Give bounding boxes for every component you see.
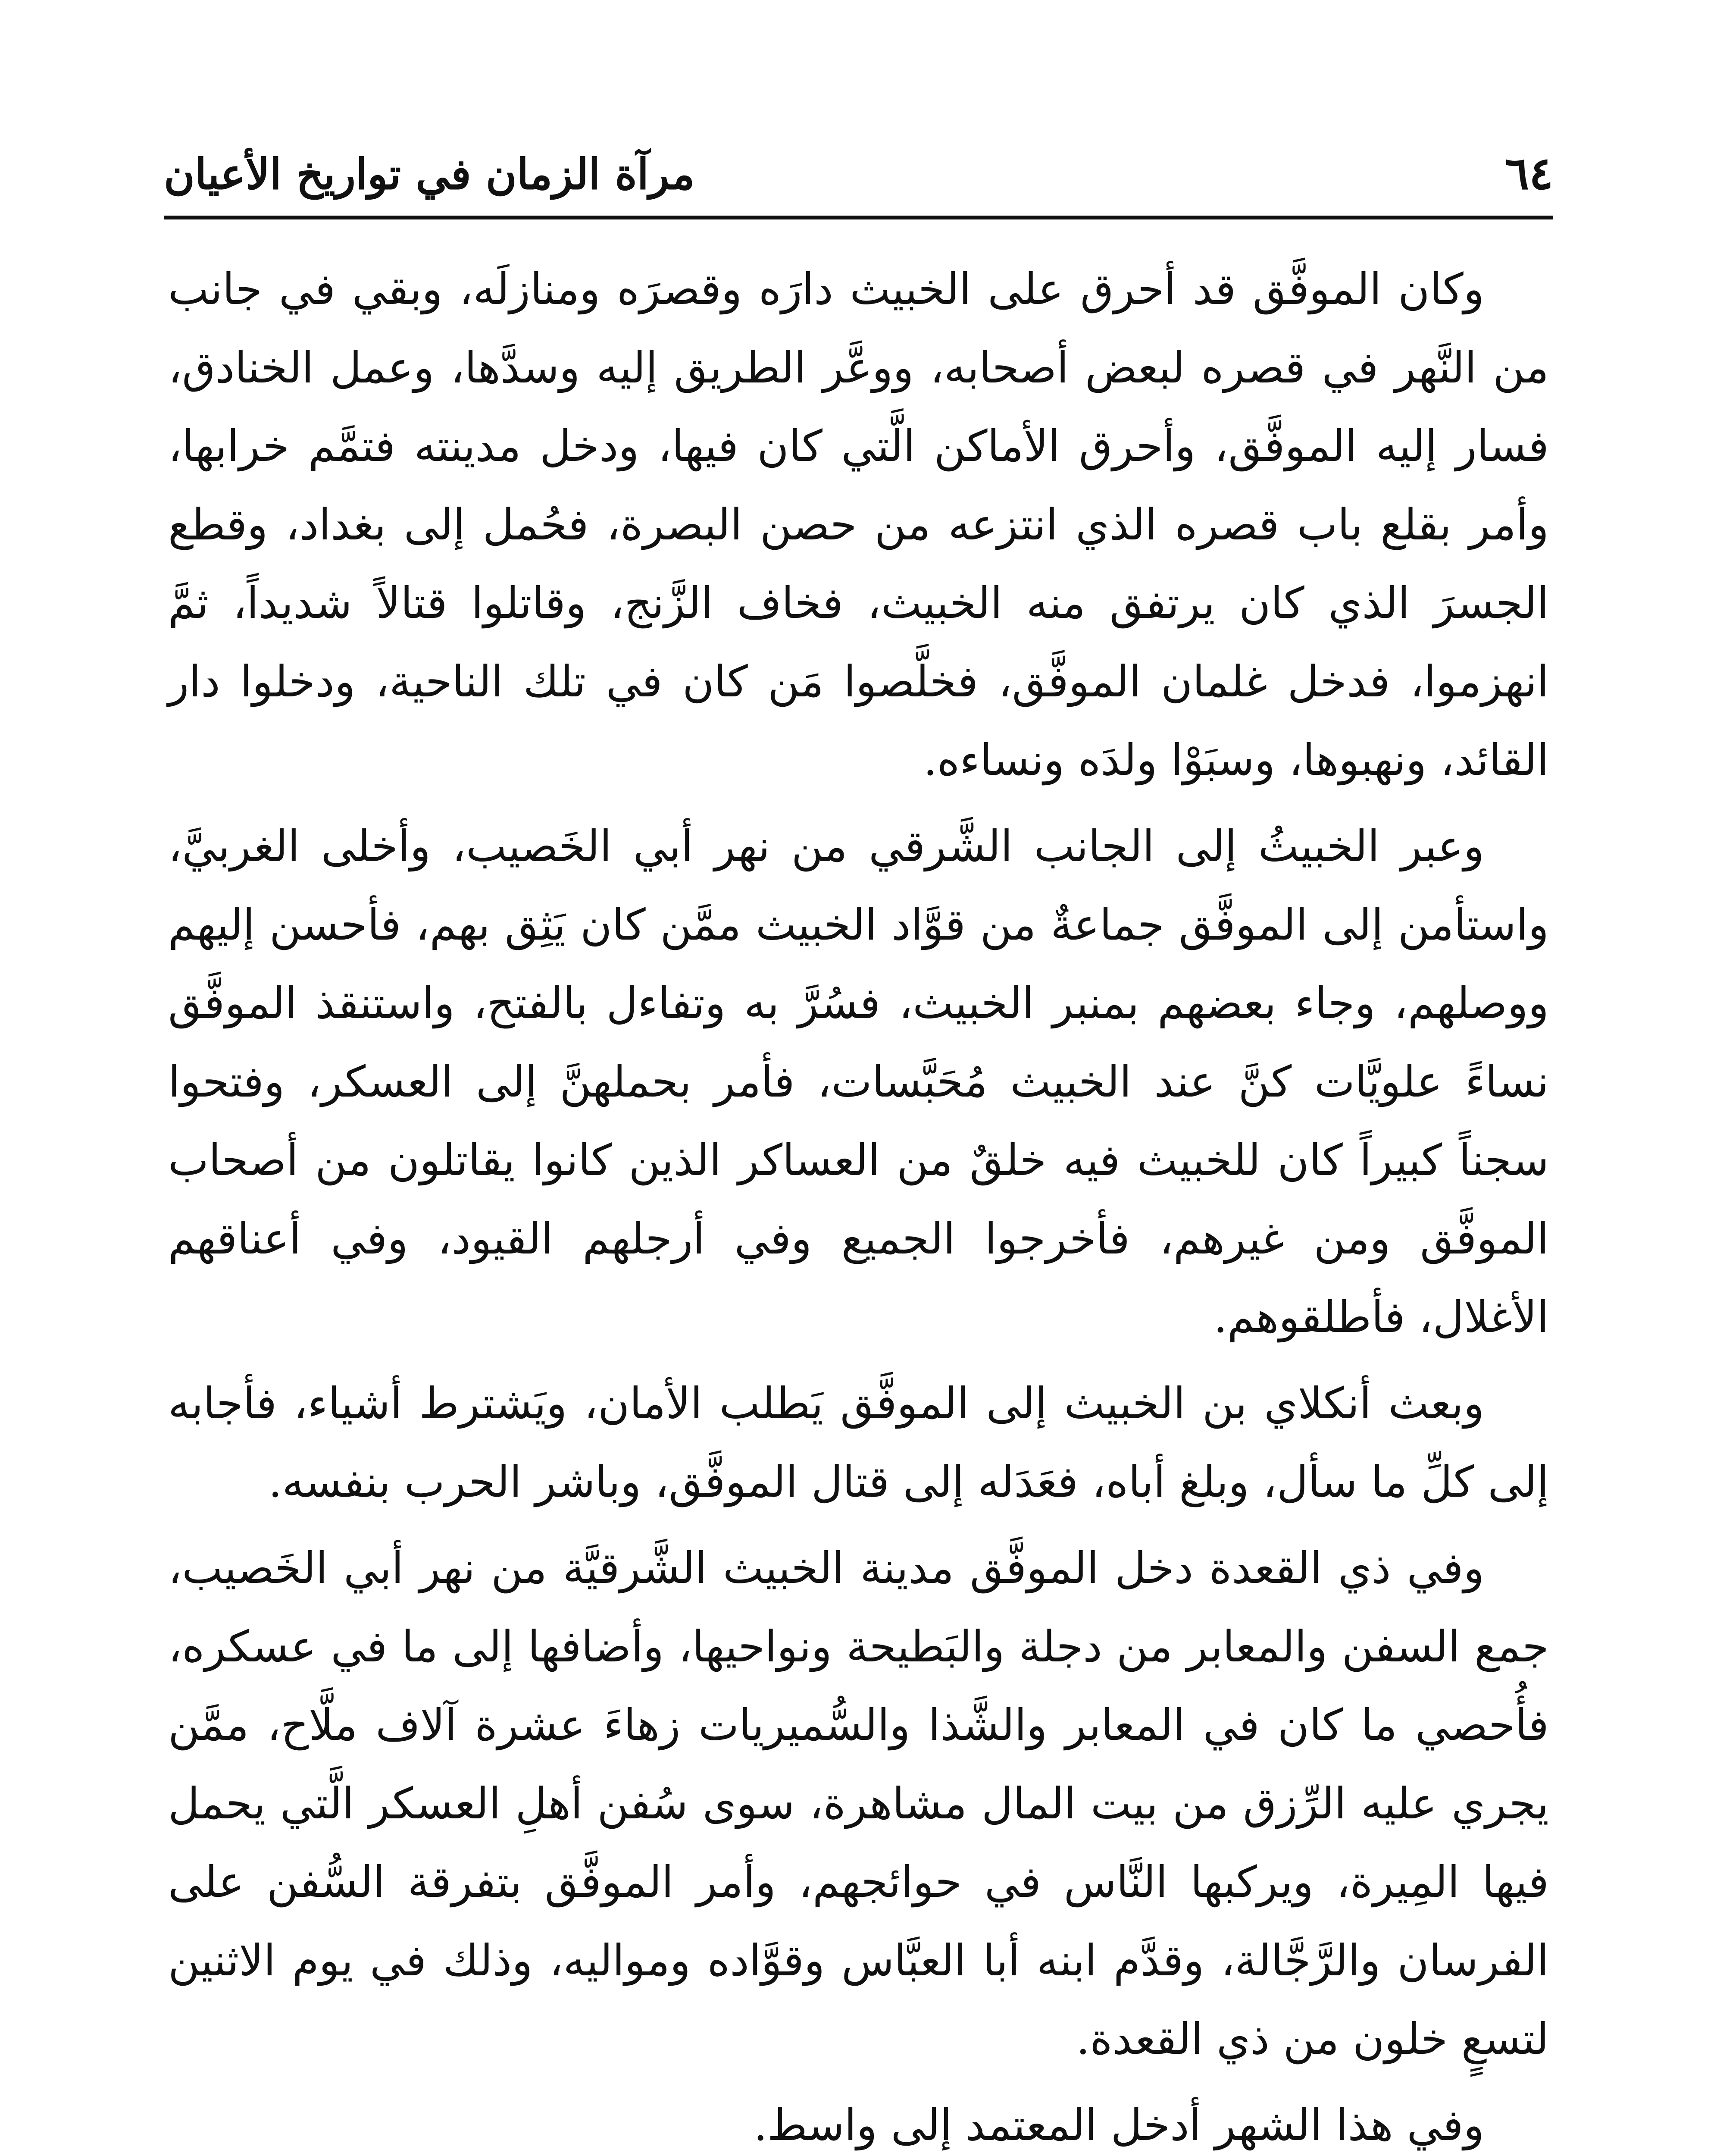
main-text bbox=[168, 250, 1549, 2156]
paragraph: وفي ذي القعدة دخل الموفَّق مدينة الخبيث الشَّرقيَّة من نهر أبي الخَصيب، جمع السفن والمعابر من دجلة والبَطيحة ونواحيها، وأضافها إلى ما في عسكره، فأُحصي ما كان في المعابر والشَّذا والسُّميريات زهاءَ عشرة آلاف ملَّاح، ممَّن يجري عليه الرِّزق من بيت المال مشاهرة، سوى سُفن أهلِ العسكر الَّتي يحمل فيها المِيرة، ويركبها النَّاس في حوائجهم، وأمر الموفَّق بتفرقة السُّفن على الفرسان والرَّجَّالة، وقدَّم ابنه أبا العبَّاس وقوَّاده ومواليه، وذلك في يوم الاثنين لتسعٍ خلون من ذي القعدة. bbox=[168, 1543, 1549, 2064]
paragraph: وبعث أنكلاي بن الخبيث إلى الموفَّق يَطلب الأمان، ويَشترط أشياء، فأجابه إلى كلِّ ما سأل، وبلغ أباه، فعَدَله إلى قتال الموفَّق، وباشر الحرب بنفسه. bbox=[168, 1378, 1549, 1507]
page-header bbox=[164, 129, 1553, 211]
running-title: مرآة الزمان في تواريخ الأعيان bbox=[164, 150, 695, 199]
paragraph: وفي هذا الشهر أدخل المعتمد إلى واسط. bbox=[754, 2100, 1484, 2150]
header-divider bbox=[164, 216, 1553, 219]
page-number: ٦٤ bbox=[1505, 147, 1553, 200]
paragraph: وكان الموفَّق قد أحرق على الخبيث دارَه وقصرَه ومنازلَه، وبقي في جانب من النَّهر في قصره لبعض أصحابه، ووعَّر الطريق إليه وسدَّها، وعمل الخنادق، فسار إليه الموفَّق، وأحرق الأماكن الَّتي كان فيها، ودخل مدينته فتمَّم خرابها، وأمر بقلع باب قصره الذي انتزعه من حصن البصرة، فحُمل إلى بغداد، وقطع الجسرَ الذي كان يرتفق منه الخبيث، فخاف الزَّنج، وقاتلوا قتالاً شديداً، ثمَّ انهزموا، فدخل غلمان الموفَّق، فخلَّصوا مَن كان في تلك الناحية، ودخلوا دار القائد، ونهبوها، وسبَوْا ولدَه ونساءه. bbox=[168, 264, 1549, 785]
paragraph: وعبر الخبيثُ إلى الجانب الشَّرقي من نهر أبي الخَصيب، وأخلى الغربيَّ، واستأمن إلى الموفَّق جماعةٌ من قوَّاد الخبيث ممَّن كان يَثِق بهم، فأحسن إليهم ووصلهم، وجاء بعضهم بمنبر الخبيث، فسُرَّ به وتفاءل بالفتح، واستنقذ الموفَّق نساءً علويَّات كنَّ عند الخبيث مُحَبَّسات، فأمر بحملهنَّ إلى العسكر، وفتحوا سجناً كبيراً كان للخبيث فيه خلقٌ من العساكر الذين كانوا يقاتلون من أصحاب الموفَّق ومن غيرهم، فأخرجوا الجميع وفي أرجلهم القيود، وفي أعناقهم الأغلال، فأطلقوهم. bbox=[168, 821, 1549, 1342]
